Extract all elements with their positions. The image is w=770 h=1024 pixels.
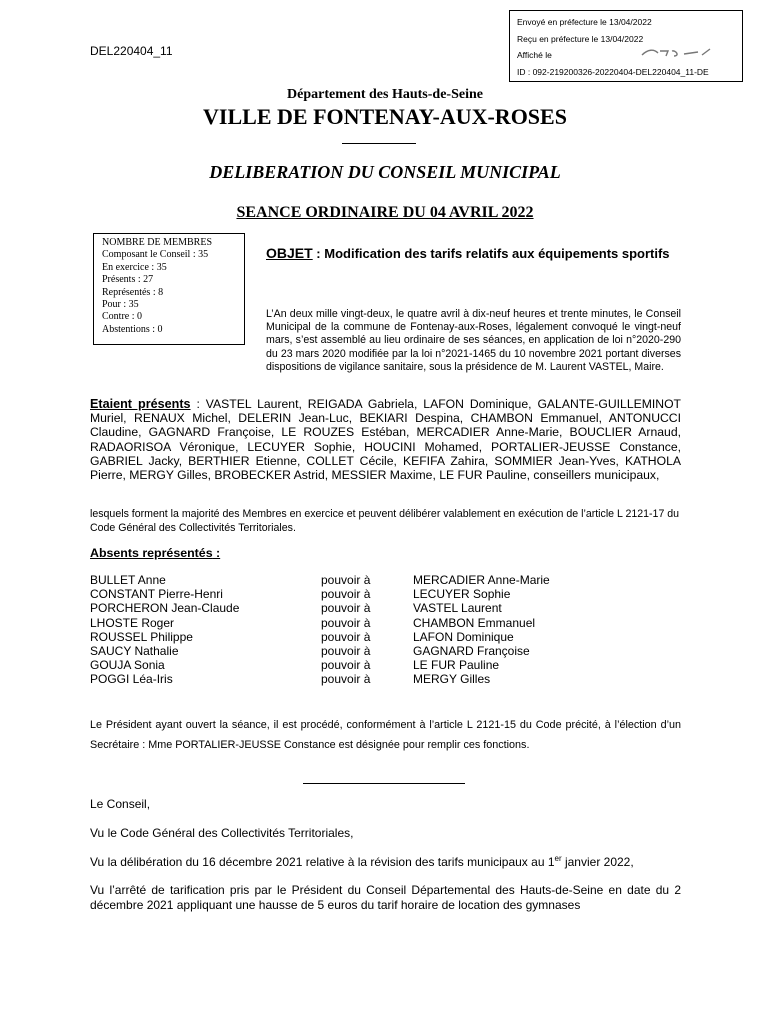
absent-mandate: pouvoir à: [321, 587, 371, 602]
stamp-id-line: ID : 092-219200326-20220404-DEL220404_11-DE: [517, 67, 709, 77]
deliberation-title: DELIBERATION DU CONSEIL MUNICIPAL: [209, 162, 561, 182]
presents-label: Etaient présents: [90, 397, 191, 411]
vu-deliberation-superscript: er: [554, 854, 562, 863]
absent-name: GOUJA Sonia: [90, 658, 165, 673]
members-line: En exercice : 35: [102, 261, 167, 273]
vu-deliberation-line: [90, 855, 681, 870]
absent-mandate: pouvoir à: [321, 643, 371, 658]
absents-label-suffix: :: [212, 546, 221, 560]
vu-code-line: Vu le Code Général des Collectivités Territoriales,: [90, 826, 354, 840]
vu-deliberation-text: Vu la délibération du 16 décembre 2021 relative à la révision des tarifs municipaux au 1: [90, 855, 555, 869]
absent-proxy: MERCADIER Anne-Marie: [413, 573, 550, 587]
presents-list: : VASTEL Laurent, REIGADA Gabriela, LAFON Dominique, GALANTE-GUILLEMINOT Muriel, RENAUX Michel, DELERIN Jean-Luc, BEKIARI Despina, CHAMBON Emmanuel, ANTONUCCI Claudine, GAGNARD Françoise, LE ROUZES Estéban, MERCADIER Anne-Marie, BOUCLIER Arnaud, RADAORISOA Véronique, LECUYER Sophie, HOUCINI Mohamed, PORTALIER-JEUSSE Constance, GABRIEL Jacky, BERTHIER Etienne, COLLET Cécile, KEFIFA Zahira, SOMMIER Jean-Yves, KATHOLA Pierre, MERGY Gilles, BROBECKER Astrid, MESSIER Maxime, LE FUR Pauline, conseillers municipaux,: [90, 397, 682, 483]
absent-row: [90, 672, 690, 686]
absent-proxy: LAFON Dominique: [413, 629, 514, 644]
absent-row: [90, 601, 690, 615]
absent-name: ROUSSEL Philippe: [90, 629, 193, 644]
title-divider: [342, 143, 416, 144]
members-heading: NOMBRE DE MEMBRES: [102, 237, 213, 248]
absent-mandate: pouvoir à: [321, 601, 371, 616]
absent-row: [90, 616, 690, 630]
stamp-received-line: Reçu en préfecture le 13/04/2022: [517, 34, 644, 44]
session-title: SEANCE ORDINAIRE DU 04 AVRIL 2022: [236, 204, 534, 221]
absent-proxy: GAGNARD Françoise: [413, 643, 530, 658]
department-heading: Département des Hauts-de-Seine: [287, 87, 483, 102]
absent-proxy: CHAMBON Emmanuel: [413, 615, 536, 630]
presents-paragraph: [90, 397, 681, 482]
absent-name: BULLET Anne: [90, 573, 166, 587]
objet-label: OBJET: [266, 245, 313, 261]
absent-row: [90, 658, 690, 672]
absent-proxy: LE FUR Pauline: [413, 658, 500, 673]
members-line: Représentés : 8: [102, 286, 164, 298]
absents-list: [90, 573, 690, 687]
section-divider: [303, 783, 465, 784]
absent-name: LHOSTE Roger: [90, 615, 175, 630]
absent-mandate: pouvoir à: [321, 672, 371, 687]
objet-block: [266, 245, 680, 262]
absent-proxy: LECUYER Sophie: [413, 587, 511, 602]
members-line: Présents : 27: [102, 274, 154, 286]
secretary-paragraph: Le Président ayant ouvert la séance, il est procédé, conformément à l’article L 2121-15 du Code précité, à l’élection d’un Secrétaire : Mme PORTALIER-JEUSSE Constance est désignée pour remplir ces fonctions.: [90, 719, 681, 751]
members-line: Pour : 35: [102, 299, 139, 311]
absent-mandate: pouvoir à: [321, 615, 371, 630]
absent-row: [90, 644, 690, 658]
absent-mandate: pouvoir à: [321, 629, 371, 644]
conseil-line: Le Conseil,: [90, 797, 151, 811]
absent-name: POGGI Léa-Iris: [90, 672, 173, 687]
stamp-posted-line: Affiché le: [517, 50, 552, 60]
members-line: Abstentions : 0: [102, 323, 163, 335]
absent-name: CONSTANT Pierre-Henri: [90, 587, 223, 602]
quorum-paragraph: lesquels forment la majorité des Membres en exercice et peuvent délibérer valablement en exécution de l’article L 2121-17 du Code Général des Collectivités Territoriales.: [90, 508, 680, 534]
absent-row: [90, 630, 690, 644]
absents-label: Absents représentés: [90, 546, 213, 560]
objet-text: : Modification des tarifs relatifs aux équipements sportifs: [312, 246, 670, 261]
city-title: VILLE DE FONTENAY-AUX-ROSES: [203, 104, 567, 129]
absent-mandate: pouvoir à: [321, 573, 371, 587]
prefecture-stamp: [509, 10, 743, 82]
absent-row: [90, 587, 690, 601]
absent-proxy: VASTEL Laurent: [413, 601, 502, 616]
absent-proxy: MERGY Gilles: [413, 672, 491, 687]
members-line: Composant le Conseil : 35: [102, 249, 209, 261]
members-line: Contre : 0: [102, 311, 142, 323]
absent-row: [90, 573, 690, 587]
document-reference: DEL220404_11: [90, 44, 173, 58]
absent-name: SAUCY Nathalie: [90, 643, 179, 658]
absent-mandate: pouvoir à: [321, 658, 371, 673]
vu-arrete-paragraph: Vu l’arrêté de tarification pris par le Président du Conseil Départemental des Hauts-de-Seine en date du 2 décembre 2021 appliquant une hausse de 5 euros du tarif horaire de location des gymnases: [90, 883, 681, 912]
vu-deliberation-text-end: janvier 2022,: [561, 855, 634, 869]
members-count-box: [93, 233, 245, 345]
intro-paragraph: L’An deux mille vingt-deux, le quatre avril à dix-neuf heures et trente minutes, le Conseil Municipal de la commune de Fontenay-aux-Roses, légalement convoqué le vingt-neuf mars, s’est assemblé au lieu ordinaire de ses séances, en application de loi n°2020-290 du 23 mars 2020 modifiée par la loi n°2021-1465 du 10 novembre 2021 portant diverses dispositions de vigilance sanitaire, sous la présidence de M. Laurent VASTEL, Maire.: [266, 308, 681, 373]
stamp-signature-logo: [640, 47, 714, 59]
absent-name: PORCHERON Jean-Claude: [90, 601, 240, 616]
stamp-sent-line: Envoyé en préfecture le 13/04/2022: [517, 17, 652, 27]
absents-heading: [90, 546, 220, 560]
